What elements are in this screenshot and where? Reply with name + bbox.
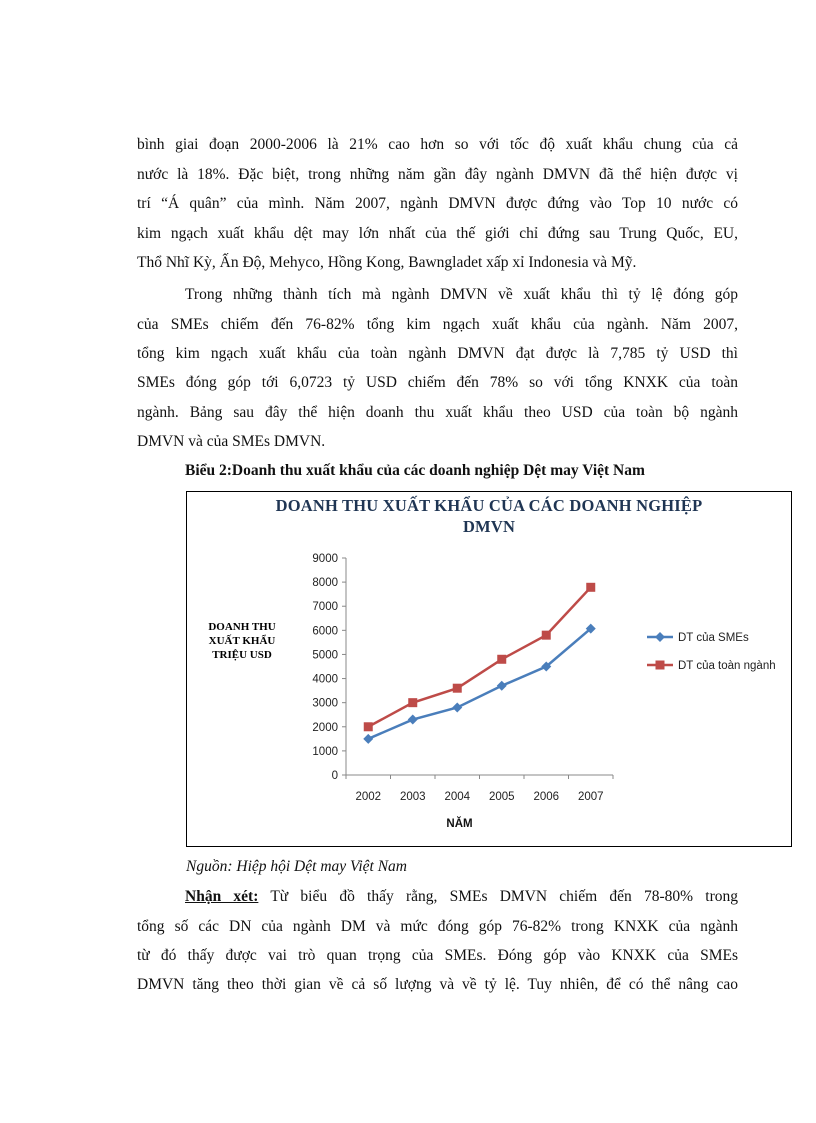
data-point	[363, 734, 373, 744]
y-tick-label: 1000	[312, 745, 338, 758]
y-tick-label: 7000	[312, 601, 338, 614]
text-line: DMVN và của SMEs DMVN.	[137, 433, 326, 450]
series-line-1	[368, 629, 591, 739]
x-axis-label: NĂM	[446, 818, 473, 830]
text-line: của SMEs chiếm đến 76-82% tổng kim ngạch xuất khẩu của ngành. Năm 2007,	[137, 316, 738, 333]
data-point	[408, 715, 418, 725]
data-point	[453, 684, 462, 693]
text-line	[185, 887, 738, 907]
y-tick-label: 4000	[312, 673, 338, 686]
legend-marker	[656, 661, 665, 670]
y-tick-label: 3000	[312, 697, 338, 710]
y-tick-label: 9000	[312, 553, 338, 565]
y-tick-label: 2000	[312, 721, 338, 734]
data-point	[408, 698, 417, 707]
text-line: kim ngạch xuất khẩu dệt may lớn nhất của thế giới chỉ đứng sau Trung Quốc, EU,	[137, 225, 738, 242]
data-point	[497, 655, 506, 664]
legend-label: DT của toàn ngành	[678, 660, 776, 672]
text-line: tổng kim ngạch xuất khẩu của toàn ngành DMVN đạt được là 7,785 tỷ USD thì	[137, 345, 738, 362]
text-line: tổng số các DN của ngành DM và mức đóng góp 76-82% trong KNXK của ngành	[137, 918, 738, 935]
data-point	[364, 722, 373, 731]
data-point	[497, 681, 507, 691]
text-line: bình giai đoạn 2000-2006 là 21% cao hơn so với tốc độ xuất khẩu chung của cả	[137, 136, 738, 153]
x-tick-label: 2003	[399, 791, 426, 803]
text-line: SMEs đóng góp tới 6,0723 tỷ USD chiếm đến 78% so với tổng KNXK của toàn	[137, 374, 738, 391]
y-tick-label: 6000	[312, 625, 338, 638]
y-label-line: DOANH THU	[208, 621, 276, 633]
x-tick-label: 2006	[533, 791, 560, 803]
y-tick-label: 5000	[312, 649, 338, 662]
text-line: Thổ Nhĩ Kỳ, Ấn Độ, Mehyco, Hồng Kong, Bawngladet xấp xỉ Indonesia và Mỹ.	[137, 254, 637, 271]
legend-marker	[655, 632, 665, 642]
y-label-line: XUẤT KHẨU	[208, 635, 276, 647]
x-tick-label: 2004	[444, 791, 471, 803]
line-chart	[187, 492, 791, 846]
legend-label: DT của SMEs	[678, 632, 749, 644]
y-tick-label: 0	[331, 770, 338, 782]
text-line: nước là 18%. Đặc biệt, trong những năm gần đây ngành DMVN đã thể hiện được vị	[137, 166, 738, 183]
x-tick-label: 2007	[577, 791, 604, 803]
y-tick-label: 8000	[312, 577, 338, 590]
chart-frame	[186, 491, 792, 847]
text-line: Trong những thành tích mà ngành DMVN về xuất khẩu thì tỷ lệ đóng góp	[185, 286, 738, 303]
data-point	[452, 702, 462, 712]
text-line: từ đó thấy được vai trò quan trọng của SMEs. Đóng góp vào KNXK của SMEs	[137, 947, 738, 964]
x-tick-label: 2005	[488, 791, 515, 803]
data-point	[542, 631, 551, 640]
text-line: trí “Á quân” của mình. Năm 2007, ngành DMVN được đứng vào Top 10 nước có	[137, 195, 738, 212]
remark-label: Nhận xét:	[185, 888, 259, 905]
source-note: Nguồn: Hiệp hội Dệt may Việt Nam	[186, 858, 407, 875]
data-point	[586, 583, 595, 592]
text-line: ngành. Bảng sau đây thể hiện doanh thu xuất khẩu theo USD của toàn bộ ngành	[137, 404, 738, 421]
chart-title-line1: DOANH THU XUẤT KHẨU CỦA CÁC DOANH NGHIỆP	[275, 496, 703, 515]
text-line: DMVN tăng theo thời gian về cả số lượng và về tỷ lệ. Tuy nhiên, để có thể nâng cao	[137, 976, 738, 993]
figure-caption: Biểu 2:Doanh thu xuất khẩu của các doanh nghiệp Dệt may Việt Nam	[185, 462, 645, 479]
x-tick-label: 2002	[355, 791, 382, 803]
chart-title-line2: DMVN	[462, 517, 516, 536]
y-label-line: TRIỆU USD	[212, 649, 272, 661]
remark-text: Từ biểu đồ thấy rằng, SMEs DMVN chiếm đến 78-80% trong	[258, 888, 739, 905]
